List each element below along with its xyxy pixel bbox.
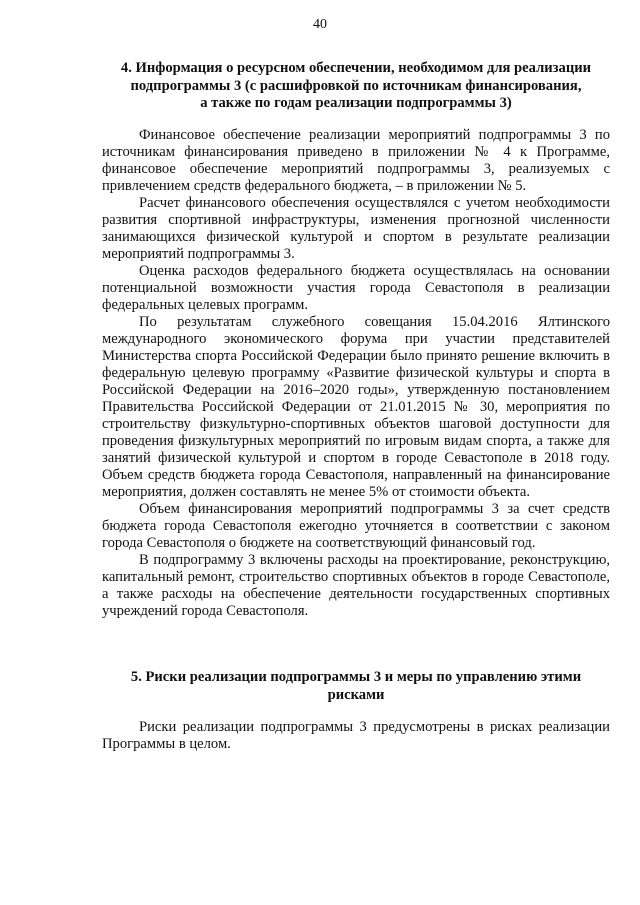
- paragraph: Риски реализации подпрограммы 3 предусмотрены в рисках реализации Программы в целом.: [102, 719, 610, 752]
- heading-line: 5. Риски реализации подпрограммы 3 и меры по управлению этими: [130, 669, 582, 685]
- page-number: 40: [313, 17, 327, 32]
- paragraph: Объем финансирования мероприятий подпрограммы 3 за счет средств бюджета города Севастополя ежегодно уточняется в соответствии с законом города Севастополя о бюджете на соответствующий финансовый год.: [102, 501, 610, 551]
- paragraph: В подпрограмму 3 включены расходы на проектирование, реконструкцию, капитальный ремонт, строительство спортивных объектов в городе Севастополе, а также расходы на обеспечение деятельности государственных спортивных учреждений города Севастополя.: [102, 552, 610, 619]
- section-4-body: [102, 127, 610, 620]
- paragraph: Оценка расходов федерального бюджета осуществлялась на основании потенциальной возможности участия города Севастополя в реализации федеральных целевых программ.: [102, 263, 610, 313]
- heading-line: рисками: [327, 686, 385, 703]
- paragraph: По результатам служебного совещания 15.04.2016 Ялтинского международного экономического форума при участии представителей Министерства спорта Российской Федерации было принято решение включить в федеральную целевую программу «Развитие физической культуры и спорта в Российской Федерации на 2016–2020 годы», утвержденную постановлением Правительства Российской Федерации от 21.01.2015 № 30, мероприятия по строительству физкультурно-спортивных объектов шаговой доступности для проведения физкультурных мероприятий по игровым видам спорта, а также для занятий физической культурой и спортом в городе Севастополе в 2018 году. Объем средств бюджета города Севастополя, направленный на финансирование мероприятия, должен составлять не менее 5% от стоимости объекта.: [102, 314, 610, 500]
- heading-line: подпрограммы 3 (с расшифровкой по источникам финансирования,: [130, 77, 582, 94]
- heading-line: 4. Информация о ресурсном обеспечении, необходимом для реализации: [120, 60, 592, 76]
- section-5-heading: [102, 669, 610, 704]
- paragraph: Расчет финансового обеспечения осуществлялся с учетом необходимости развития спортивной инфраструктуры, изменения прогнозной численности занимающихся физической культурой и спортом в результате реализации мероприятий подпрограммы 3.: [102, 195, 610, 262]
- section-4-heading: [102, 60, 610, 113]
- section-5-body: [102, 719, 610, 753]
- heading-line: а также по годам реализации подпрограммы 3): [200, 95, 512, 111]
- paragraph: Финансовое обеспечение реализации мероприятий подпрограммы 3 по источникам финансирования приведено в приложении № 4 к Программе, финансовое обеспечение мероприятий подпрограммы 3, реализуемых с привлечением средств федерального бюджета, – в приложении № 5.: [102, 127, 610, 194]
